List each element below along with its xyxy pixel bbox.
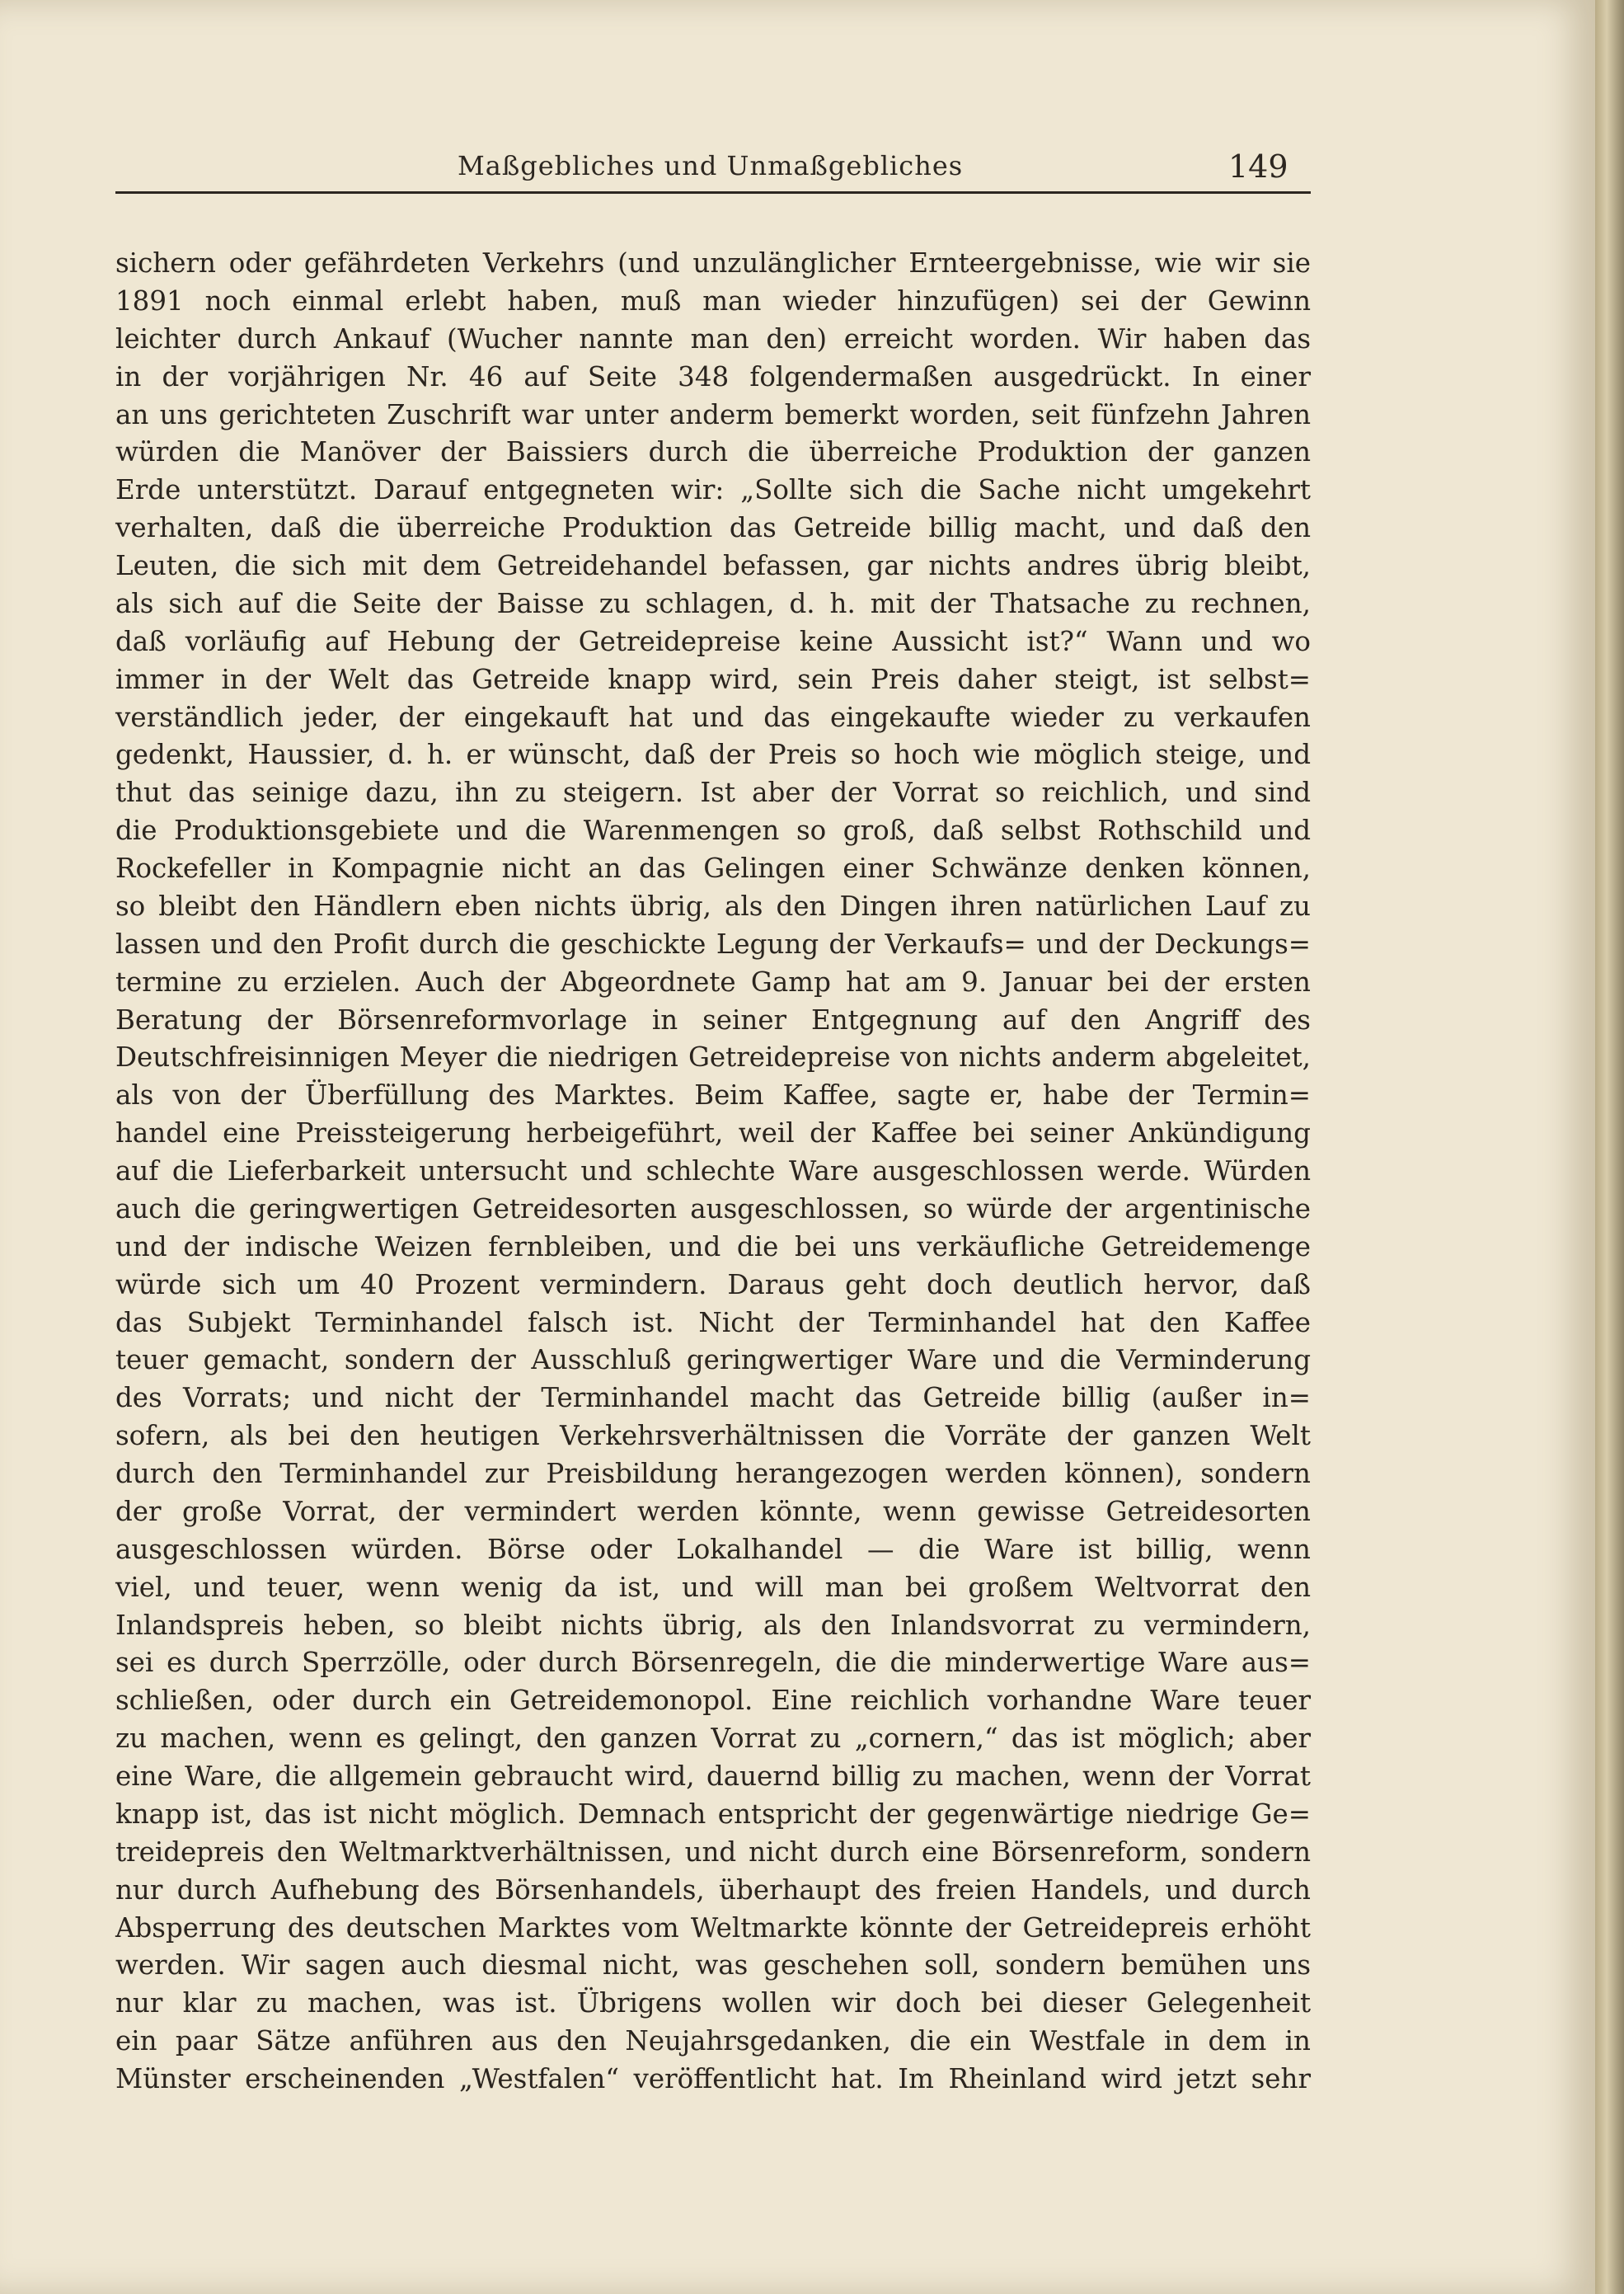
text-line: 1891 noch einmal erlebt haben, muß man wieder hinzufügen) sei der Gewinn <box>115 284 1311 317</box>
page-header <box>115 150 1311 191</box>
text-line: das Subjekt Terminhandel falsch ist. Nicht der Terminhandel hat den Kaffee <box>115 1306 1311 1338</box>
text-line: Erde unterstützt. Darauf entgegneten wir: „Sollte sich die Sache nicht umgekehrt <box>115 474 1311 506</box>
text-line: des Vorrats; und nicht der Terminhandel macht das Getreide billig (außer in= <box>115 1382 1311 1414</box>
running-head: Maßgebliches und Unmaßgebliches <box>458 150 964 181</box>
text-line: würden die Manöver der Baissiers durch die überreiche Produktion der ganzen <box>115 436 1311 468</box>
text-line: der große Vorrat, der vermindert werden könnte, wenn gewisse Getreidesorten <box>115 1495 1311 1527</box>
text-line: thut das seinige dazu, ihn zu steigern. Ist aber der Vorrat so reichlich, und sind <box>115 777 1311 809</box>
text-line: an uns gerichteten Zuschrift war unter anderm bemerkt worden, seit fünfzehn Jahren <box>115 398 1311 430</box>
page-edge <box>1595 0 1624 2294</box>
text-line: würde sich um 40 Prozent vermindern. Daraus geht doch deutlich hervor, daß <box>115 1268 1311 1300</box>
text-line: ausgeschlossen würden. Börse oder Lokalhandel — die Ware ist billig, wenn <box>115 1533 1311 1565</box>
text-line: Deutschfreisinnigen Meyer die niedrigen Getreidepreise von nichts anderm abgeleitet, <box>115 1041 1311 1074</box>
text-line: als von der Überfüllung des Marktes. Beim Kaffee, sagte er, habe der Termin= <box>115 1079 1311 1112</box>
text-line: daß vorläufig auf Hebung der Getreidepreise keine Aussicht ist?“ Wann und wo <box>115 625 1311 657</box>
text-line: Leuten, die sich mit dem Getreidehandel befassen, gar nichts andres übrig bleibt, <box>115 550 1311 581</box>
text-line: auch die geringwertigen Getreidesorten ausgeschlossen, so würde der argentinische <box>115 1192 1311 1225</box>
text-line: sei es durch Sperrzölle, oder durch Börsenregeln, die die minderwertige Ware aus= <box>115 1647 1311 1679</box>
text-line: zu machen, wenn es gelingt, den ganzen Vorrat zu „cornern,“ das ist möglich; aber <box>115 1723 1311 1755</box>
text-line: ein paar Sätze anführen aus den Neujahrsgedanken, die ein Westfale in dem in <box>115 2025 1311 2057</box>
page-number: 149 <box>1228 148 1288 185</box>
text-line: handel eine Preissteigerung herbeigeführt, weil der Kaffee bei seiner Ankündigung <box>115 1117 1311 1149</box>
text-line: durch den Terminhandel zur Preisbildung herangezogen werden können), sondern <box>115 1458 1311 1489</box>
text-line: werden. Wir sagen auch diesmal nicht, was geschehen soll, sondern bemühen uns <box>115 1949 1311 1981</box>
text-line: verhalten, daß die überreiche Produktion das Getreide billig macht, und daß den <box>115 512 1311 544</box>
text-line: sofern, als bei den heutigen Verkehrsverhältnissen die Vorräte der ganzen Welt <box>115 1420 1311 1452</box>
text-line: nur durch Aufhebung des Börsenhandels, überhaupt des freien Handels, und durch <box>115 1873 1311 1906</box>
text-line: gedenkt, Haussier, d. h. er wünscht, daß der Preis so hoch wie möglich steige, und <box>115 739 1311 771</box>
text-line: Münster erscheinenden „Westfalen“ veröffentlicht hat. Im Rheinland wird jetzt sehr <box>115 2063 1311 2094</box>
text-line: Absperrung des deutschen Marktes vom Weltmarkte könnte der Getreidepreis erhöht <box>115 1911 1311 1944</box>
text-line: schließen, oder durch ein Getreidemonopol. Eine reichlich vorhandne Ware teuer <box>115 1685 1311 1717</box>
text-line: treidepreis den Weltmarktverhältnissen, und nicht durch eine Börsenreform, sondern <box>115 1836 1311 1868</box>
text-line: als sich auf die Seite der Baisse zu schlagen, d. h. mit der Thatsache zu rechnen, <box>115 587 1311 619</box>
text-line: lassen und den Profit durch die geschickte Legung der Verkaufs= und der Deckungs= <box>115 928 1311 960</box>
text-line: Rockefeller in Kompagnie nicht an das Gelingen einer Schwänze denken können, <box>115 853 1311 884</box>
text-line: auf die Lieferbarkeit untersucht und schlechte Ware ausgeschlossen werde. Würden <box>115 1155 1311 1187</box>
text-line: leichter durch Ankauf (Wucher nannte man den) erreicht worden. Wir haben das <box>115 322 1311 355</box>
body-text <box>115 245 1311 2099</box>
text-line: Inlandspreis heben, so bleibt nichts übrig, als den Inlandsvorrat zu vermindern, <box>115 1609 1311 1641</box>
header-rule <box>115 191 1311 194</box>
text-line: immer in der Welt das Getreide knapp wird, sein Preis daher steigt, ist selbst= <box>115 663 1311 695</box>
text-line: und der indische Weizen fernbleiben, und die bei uns verkäufliche Getreidemenge <box>115 1230 1311 1262</box>
text-line: eine Ware, die allgemein gebraucht wird, dauernd billig zu machen, wenn der Vorrat <box>115 1760 1311 1792</box>
text-line: sichern oder gefährdeten Verkehrs (und unzulänglicher Ernteergebnisse, wie wir sie <box>115 247 1311 279</box>
text-line: termine zu erzielen. Auch der Abgeordnete Gamp hat am 9. Januar bei der ersten <box>115 966 1311 998</box>
text-line: knapp ist, das ist nicht möglich. Demnach entspricht der gegenwärtige niedrige Ge= <box>115 1798 1311 1830</box>
text-line: so bleibt den Händlern eben nichts übrig, als den Dingen ihren natürlichen Lauf zu <box>115 890 1311 922</box>
text-line: teuer gemacht, sondern der Ausschluß geringwertiger Ware und die Verminderung <box>115 1344 1311 1376</box>
text-line: die Produktionsgebiete und die Warenmengen so groß, daß selbst Rothschild und <box>115 815 1311 847</box>
text-line: in der vorjährigen Nr. 46 auf Seite 348 folgendermaßen ausgedrückt. In einer <box>115 360 1311 393</box>
text-line: nur klar zu machen, was ist. Übrigens wollen wir doch bei dieser Gelegenheit <box>115 1987 1311 2019</box>
text-line: viel, und teuer, wenn wenig da ist, und will man bei großem Weltvorrat den <box>115 1571 1311 1603</box>
text-line: Beratung der Börsenreformvorlage in seiner Entgegnung auf den Angriff des <box>115 1004 1311 1036</box>
text-line: verständlich jeder, der eingekauft hat und das eingekaufte wieder zu verkaufen <box>115 701 1311 733</box>
